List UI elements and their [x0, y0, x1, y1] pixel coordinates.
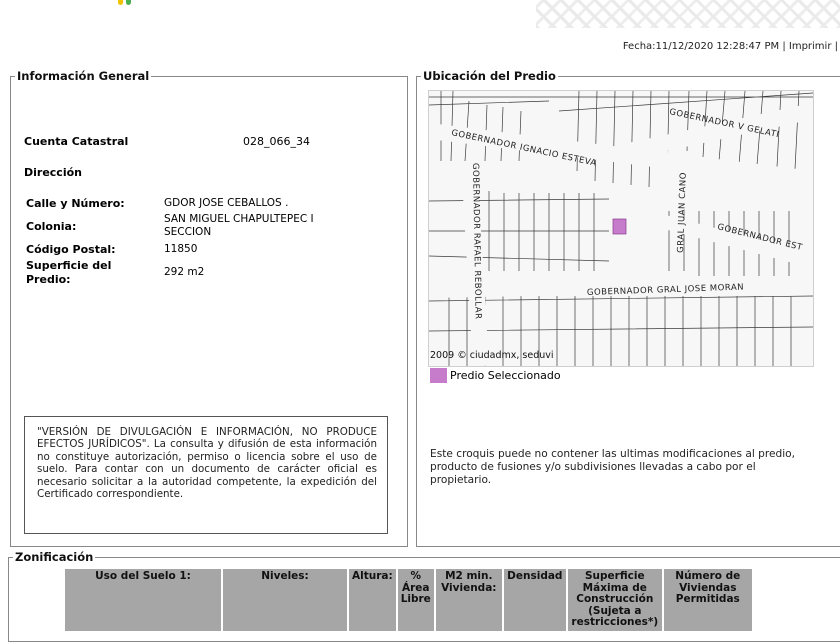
col-densidad: Densidad — [504, 569, 566, 631]
col-superficie-maxima: Superficie Máxima de Construcción (Sujeta a restricciones*) — [568, 569, 662, 631]
map-drawing — [429, 91, 813, 366]
colonia-value-line2: SECCION — [164, 226, 212, 238]
predio-seleccionado-label: Predio Seleccionado — [450, 369, 561, 382]
disclaimer-box — [24, 416, 388, 534]
calle-numero-label: Calle y Número: — [26, 197, 125, 210]
fecha-value: 11/12/2020 12:28:47 PM — [655, 41, 780, 52]
imprimir-link[interactable]: Imprimir — [788, 41, 832, 52]
codigo-postal-value: 11850 — [164, 243, 198, 255]
ubicacion-predio-legend: Ubicación del Predio — [423, 69, 556, 83]
col-uso-suelo: Uso del Suelo 1: — [65, 569, 221, 631]
predio-marker — [613, 219, 626, 234]
col-altura: Altura: — [349, 569, 396, 631]
codigo-postal-label: Código Postal: — [26, 243, 116, 256]
direccion-label: Dirección — [24, 166, 82, 179]
cuenta-catastral-label: Cuenta Catastral — [24, 135, 129, 148]
colonia-value-line1: SAN MIGUEL CHAPULTEPEC I — [164, 213, 314, 225]
col-niveles: Niveles: — [223, 569, 347, 631]
col-area-libre: % Área Libre — [398, 569, 434, 631]
fecha-label: Fecha: — [622, 41, 656, 52]
street-label-rebollar: GOBERNADOR RAFAEL REBOLLAR — [470, 162, 483, 320]
zonificacion-table — [63, 567, 754, 633]
separator-trailing: | — [834, 41, 838, 52]
separator: | — [782, 41, 786, 52]
street-label-gelati: GOBERNADOR V GELATI — [668, 107, 781, 141]
street-label-juan-cano: GRAL JUAN CANO — [676, 171, 689, 254]
logo — [118, 0, 136, 6]
colonia-label: Colonia: — [26, 220, 77, 233]
map-credit: 2009 © ciudadmx, seduvi — [430, 350, 554, 361]
predio-swatch — [430, 368, 447, 383]
street-label-esteva: GOBERNADOR IGNACIO ESTEVA — [450, 128, 598, 169]
croquis-note: Este croquis puede no contener las ultimas modificaciones al predio, producto de fusiones y/o subdivisiones llevadas a cabo por el propietario. — [430, 448, 796, 487]
col-m2-min-vivienda: M2 min. Vivienda: — [436, 569, 502, 631]
superficie-value: 292 m2 — [164, 266, 205, 278]
disclaimer-text: "VERSIÓN DE DIVULGACIÓN E INFORMACIÓN, NO PRODUCE EFECTOS JURÍDICOS". La consulta y difusión de esta información no constituye autorización, permiso o licencia sobre el uso de suelo. Para contar con un documento de carácter oficial es necesario solicitar a la autoridad competente, la expedición del Certificado correspondiente. — [37, 426, 377, 501]
header-decorative-pattern — [536, 0, 840, 28]
col-numero-viviendas: Número de Viviendas Permitidas — [664, 569, 752, 631]
logo-mark-green — [126, 0, 131, 5]
street-label-est: GOBERNADOR EST — [716, 222, 804, 254]
location-map[interactable] — [428, 90, 814, 367]
cuenta-catastral-value: 028_066_34 — [243, 135, 310, 148]
date-print-bar — [623, 41, 838, 52]
zonificacion-legend: Zonificación — [15, 550, 94, 564]
street-label-moran: GOBERNADOR GRAL JOSE MORAN — [586, 282, 745, 298]
calle-numero-value: GDOR JOSE CEBALLOS . — [164, 197, 289, 209]
informacion-general-legend: Información General — [17, 69, 150, 83]
superficie-label-line1: Superficie del — [26, 259, 112, 272]
zonificacion-header-row — [65, 569, 752, 631]
superficie-label-line2: Predio: — [26, 273, 71, 286]
logo-mark-yellow — [118, 0, 123, 5]
